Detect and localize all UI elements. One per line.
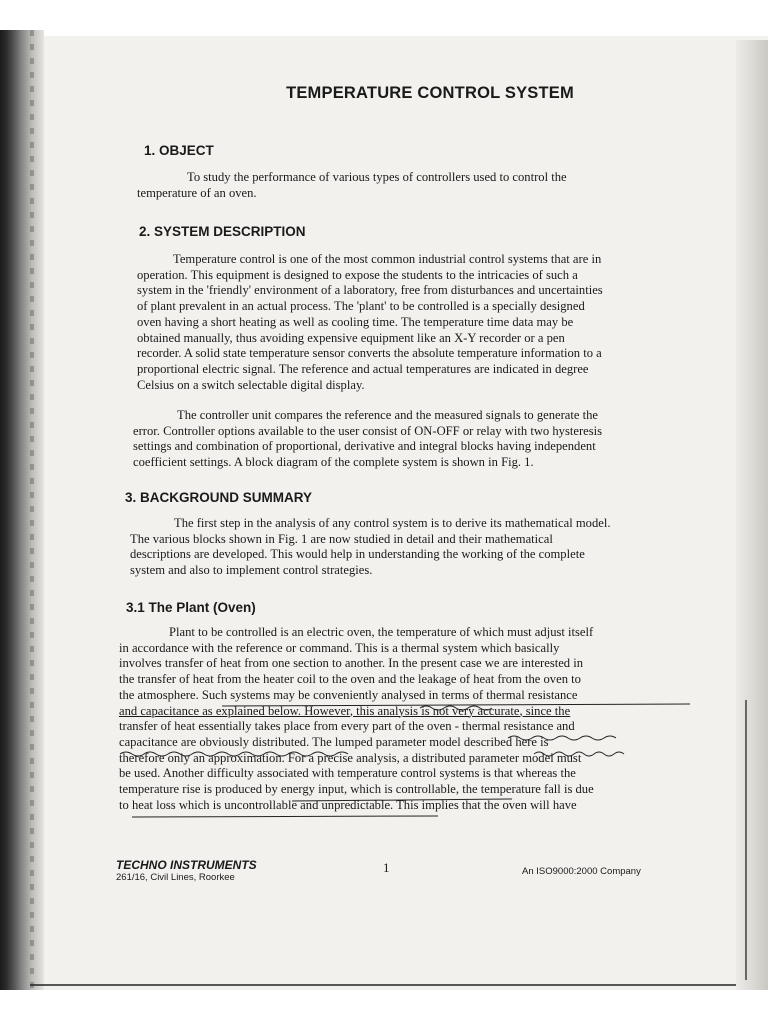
heading-the-plant: 3.1 The Plant (Oven)	[126, 600, 256, 615]
text-line: system in the 'friendly' environment of a laboratory, free from disturbances and uncertainties	[137, 283, 603, 298]
text-line: capacitance are obviously distributed. The lumped parameter model described here is	[119, 734, 549, 749]
text-line: recorder. A solid state temperature sensor converts the absolute temperature information to a	[137, 346, 602, 361]
text-line: the transfer of heat from the heater coil to the oven and the leakage of heat from the oven to	[119, 672, 581, 687]
heading-object: 1. OBJECT	[144, 143, 214, 158]
underline-mark	[120, 752, 348, 756]
underline-mark	[534, 752, 624, 756]
text-line: Plant to be controlled is an electric oven, the temperature of which must adjust itself	[169, 625, 594, 639]
text-line: To study the performance of various types of controllers used to control the	[187, 170, 567, 184]
text-line: proportional electric signal. The reference and actual temperatures are indicated in degree	[137, 361, 589, 376]
page-number: 1	[383, 860, 390, 875]
text-line: therefore only an approximation. For a precise analysis, a distributed parameter model must	[119, 750, 582, 765]
footer-address: 261/16, Civil Lines, Roorkee	[116, 872, 235, 883]
text-line: involves transfer of heat from one section to another. In the present case we are interested in	[119, 656, 584, 671]
text-line: be used. Another difficulty associated with temperature control systems is that whereas the	[119, 766, 576, 781]
heading-background-summary: 3. BACKGROUND SUMMARY	[125, 490, 313, 505]
text-line: The first step in the analysis of any control system is to derive its mathematical model.	[174, 516, 611, 530]
text-line: descriptions are developed. This would help in understanding the working of the complete	[130, 547, 585, 562]
document-title: TEMPERATURE CONTROL SYSTEM	[286, 84, 574, 102]
underline-mark	[222, 704, 690, 706]
text-line: the atmosphere. Such systems may be conveniently analysed in terms of thermal resistance	[119, 687, 578, 702]
text-line: The various blocks shown in Fig. 1 are now studied in detail and their mathematical	[130, 531, 553, 546]
text-line: of plant prevalent in an actual process. The 'plant' to be controlled is a specially designed	[137, 299, 585, 314]
text-line-underlined: and capacitance as explained below. However, this analysis is not very accurate, since the	[119, 703, 571, 718]
underline-mark	[132, 816, 438, 817]
footer-company-name: TECHNO INSTRUMENTS	[116, 858, 257, 872]
heading-system-description: 2. SYSTEM DESCRIPTION	[139, 224, 306, 239]
text-line: error. Controller options available to the user consist of ON-OFF or relay with two hysteresis	[133, 423, 603, 438]
text-line: to heat loss which is uncontrollable and unpredictable. This implies that the oven will have	[119, 797, 577, 812]
text-line: settings and combination of proportional, derivative and integral blocks having independent	[133, 439, 596, 454]
text-line: Temperature control is one of the most common industrial control systems that are in	[173, 252, 602, 266]
underline-mark	[420, 706, 492, 710]
text-line: operation. This equipment is designed to expose the students to the intricacies of such a	[137, 267, 578, 282]
text-line: transfer of heat essentially takes place from every part of the oven - thermal resistance and	[119, 719, 575, 734]
text-line: temperature rise is produced by energy input, which is controllable, the temperature fall is due	[119, 782, 594, 797]
underline-mark	[292, 799, 512, 801]
text-line: temperature of an oven.	[137, 185, 257, 200]
underline-mark	[508, 736, 616, 740]
text-line: in accordance with the reference or command. This is a thermal system which basically	[119, 640, 560, 655]
text-line: system and also to implement control strategies.	[130, 563, 373, 578]
text-line: The controller unit compares the reference and the measured signals to generate the	[177, 408, 599, 422]
text-line: Celsius on a switch selectable digital display.	[137, 377, 365, 392]
text-line: coefficient settings. A block diagram of the complete system is shown in Fig. 1.	[133, 455, 534, 470]
text-line: obtained manually, thus avoiding expensive equipment like an X-Y recorder or a pen	[137, 330, 565, 345]
footer-certification: An ISO9000:2000 Company	[522, 866, 641, 877]
text-line: oven having a short heating as well as cooling time. The temperature time data may be	[137, 314, 574, 329]
